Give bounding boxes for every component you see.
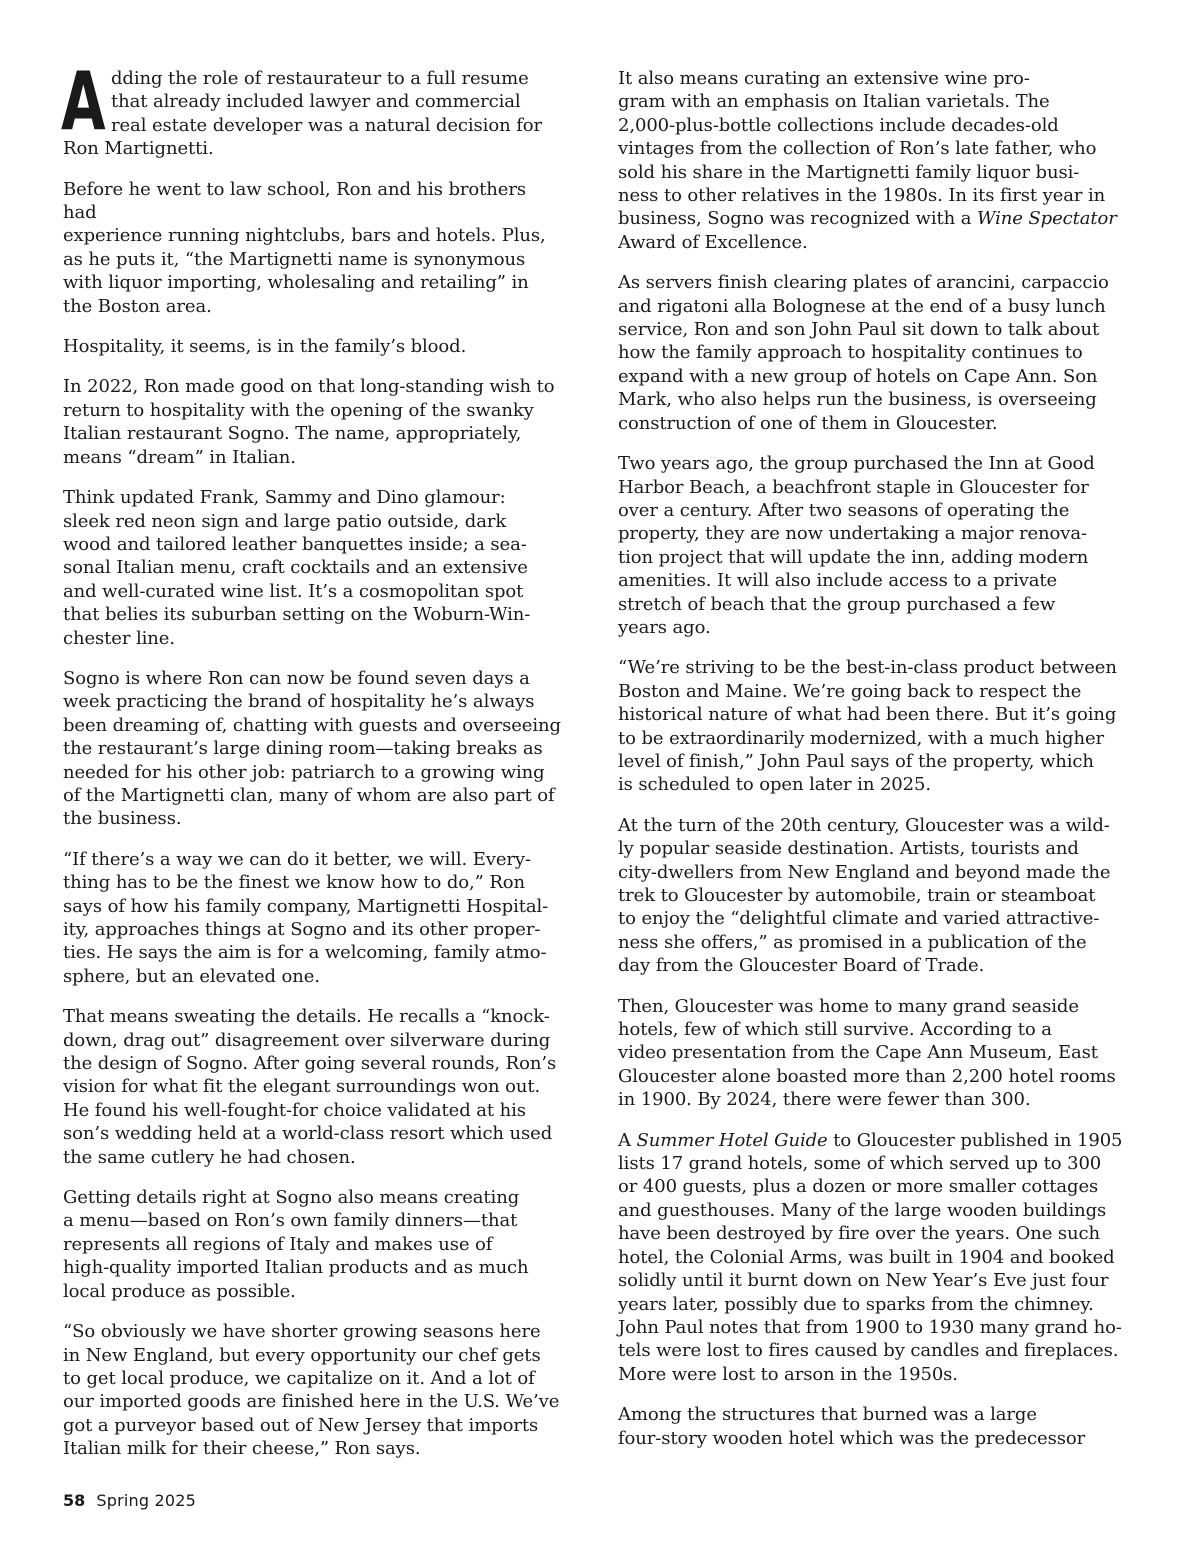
page-footer [63,1491,196,1510]
opening-text: dding the role of restaurateur to a full resume that already included lawyer and commercial real estate developer was a natural decision for Ron Martignetti. [63,68,542,160]
issue-label: Spring 2025 [96,1491,196,1510]
publication-title: Wine Spectator [977,208,1117,230]
body-paragraph-wine [618,67,1134,254]
body-paragraph: “So obviously we have shorter growing seasons here in New England, but every opportunity our chef gets to get local produce, we capitalize on it. And a lot of our imported goods are finished here in the U.S. We’ve got a purveyor based out of New Jersey that imports Italian milk for their cheese,” Ron says. [63,1321,560,1460]
page-number: 58 [63,1491,86,1510]
guide-text-end: to Gloucester published in 1905 lists 17 grand hotels, some of which served up to 300 or 400 guests, plus a dozen or more smaller cottages and guesthouses. Many of the large wooden buildings have been destroyed by fire over the years. One such hotel, the Colonial Arms, was built in 1904 and booked solidly until it burnt down on New Year’s Eve just four years later, possibly due to sparks from the chimney. John Paul notes that from 1900 to 1930 many grand ho- tels were lost to fires caused by candles and fireplaces. More were lost to arson in the 1950s. [618,1129,1123,1385]
body-paragraph: “If there’s a way we can do it better, we will. Every- thing has to be the finest we know how to do,” Ron says of how his family company, Martignetti Hospital- ity, approaches things at Sogno and its other proper- ties. He says the aim is for a welcoming, family atmo- sphere, but an elevated one. [63,848,549,987]
body-paragraph: Then, Gloucester was home to many grand seaside hotels, few of which still survive. According to a video presentation from the Cape Ann Museum, East Gloucester alone boasted more than 2,200 hotel rooms in 1900. By 2024, there were fewer than 300. [618,995,1116,1111]
body-paragraph: Sogno is where Ron can now be found seven days a week practicing the brand of hospitality he’s always been dreaming of, chatting with guests and overseeing the restaurant’s large dining room—taking breaks as needed for his other job: patriarch to a growing wing of the Martignetti clan, many of whom are also part of the business. [63,667,561,830]
body-paragraph: Two years ago, the group purchased the Inn at Good Harbor Beach, a beachfront staple in Gloucester for over a century. After two seasons of operating the property, they are now undertaking a major renova- tion project that will update the inn, adding modern amenities. It will also include access to a private stretch of beach that the group purchased a few years ago. [618,453,1095,638]
drop-cap: A [61,55,105,148]
opening-paragraph [61,55,563,161]
right-column [618,67,1134,1467]
guide-text-start: A [618,1129,637,1151]
body-paragraph: At the turn of the 20th century, Gloucester was a wild- ly popular seaside destination. Artists, tourists and city-dwellers from New England and beyond made the trek to Gloucester by automobile, train or steamboat to enjoy the “delightful climate and varied attractive- ness she offers,” as promised in a publication of the day from the Gloucester Board of Trade. [618,814,1111,977]
body-paragraph: “We’re striving to be the best-in-class product between Boston and Maine. We’re going back to respect the historical nature of what had been there. But it’s going to be extraordinarily modernized, with a much higher level of finish,” John Paul says of the property, which is scheduled to open later in 2025. [618,657,1117,796]
left-column [61,55,563,1478]
body-paragraph: In 2022, Ron made good on that long-standing wish to return to hospitality with the opening of the swanky Italian restaurant Sogno. The name, appropriately, means “dream” in Italian. [63,376,555,468]
body-paragraph-guide [618,1129,1134,1386]
body-paragraph: Hospitality, it seems, is in the family’s blood. [63,336,467,358]
guide-title: Summer Hotel Guide [636,1129,828,1151]
body-paragraph: Getting details right at Sogno also means creating a menu—based on Ron’s own family dinners—that represents all regions of Italy and makes use of high-quality imported Italian products and as much local produce as possible. [63,1187,529,1302]
body-paragraph: As servers finish clearing plates of arancini, carpaccio and rigatoni alla Bolognese at the end of a busy lunch service, Ron and son John Paul sit down to talk about how the family approach to hospitality continues to expand with a new group of hotels on Cape Ann. Son Mark, who also helps run the business, is overseeing construction of one of them in Gloucester. [618,272,1109,434]
wine-text-end: Award of Excellence. [618,231,808,253]
body-paragraph: Think updated Frank, Sammy and Dino glamour: sleek red neon sign and large patio outside, dark wood and tailored leather banquettes inside; a sea- sonal Italian menu, craft cocktails and an extensive and well-curated wine list. It’s a cosmopolitan spot that belies its suburban setting on the Woburn-Win- chester line. [63,487,531,649]
body-paragraph: Among the structures that burned was a large four-story wooden hotel which was the predecessor [618,1404,1086,1449]
body-paragraph: That means sweating the details. He recalls a “knock- down, drag out” disagreement over silverware during the design of Sogno. After going several rounds, Ron’s vision for what fit the elegant surroundings won out. He found his well-fought-for choice validated at his son’s wedding held at a world-class resort which used the same cutlery he had chosen. [63,1006,557,1168]
body-paragraph: Before he went to law school, Ron and his brothers had experience running nightclubs, bars and hotels. Plus, as he puts it, “the Martignetti name is synonymous with liquor importing, wholesaling and retailing” in the Boston area. [63,178,546,317]
wine-text-start: It also means curating an extensive wine pro- gram with an emphasis on Italian varietals. The 2,000-plus-bottle collections include decades-old vintages from the collection of Ron’s late father, who sold his share in the Martignetti family liquor busi- ness to other relatives in the 1980s. In its first year in business, Sogno was recognized with a [618,68,1106,230]
